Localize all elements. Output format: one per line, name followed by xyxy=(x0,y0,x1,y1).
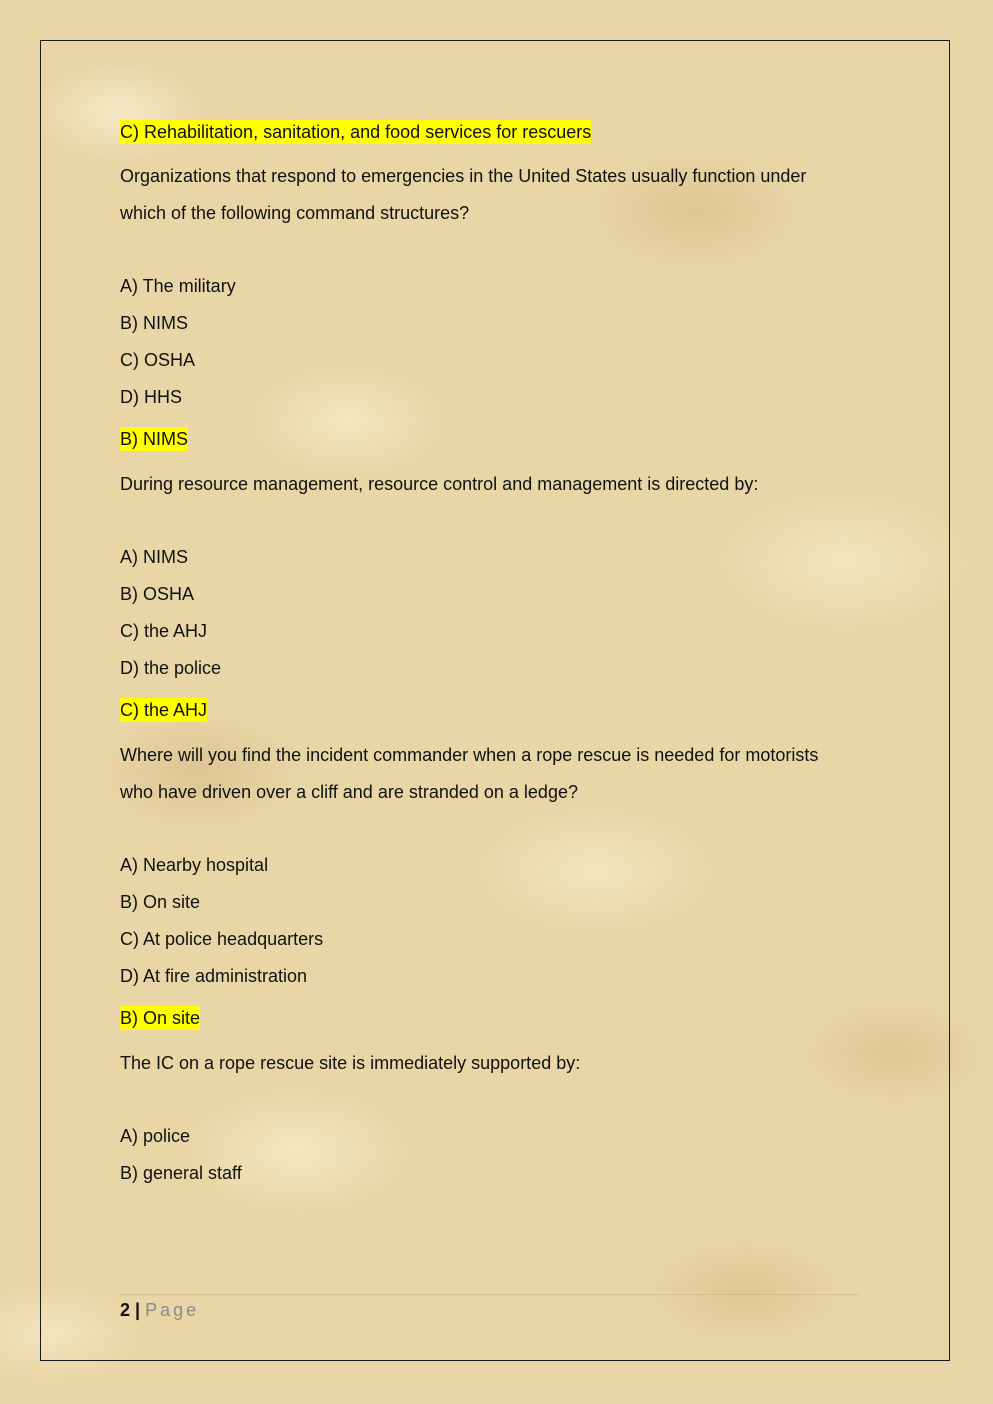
option-list xyxy=(120,268,880,416)
option-item: D) the police xyxy=(120,658,222,678)
answer-highlight: B) On site xyxy=(120,1008,201,1028)
page-content xyxy=(120,118,880,1192)
page-label: Page xyxy=(145,1300,200,1320)
option-list xyxy=(120,539,880,687)
answer-highlight: B) NIMS xyxy=(120,429,189,449)
option-item: B) On site xyxy=(120,892,201,912)
page-footer xyxy=(120,1294,860,1323)
question-line: Where will you find the incident commander when a rope rescue is needed for motorists xyxy=(120,745,819,765)
option-item: A) Nearby hospital xyxy=(120,855,269,875)
option-item: A) The military xyxy=(120,276,236,296)
question-line: The IC on a rope rescue site is immediately supported by: xyxy=(120,1053,581,1073)
footer-separator: | xyxy=(135,1300,141,1320)
option-item: D) HHS xyxy=(120,387,182,407)
question-line: Organizations that respond to emergencies in the United States usually function under xyxy=(120,166,807,186)
question-text xyxy=(120,466,880,503)
question-text xyxy=(120,1045,880,1082)
question-line: which of the following command structures? xyxy=(120,203,470,223)
question-text xyxy=(120,158,880,232)
answer-highlight: C) Rehabilitation, sanitation, and food services for rescuers xyxy=(120,122,592,142)
option-list xyxy=(120,847,880,995)
option-item: A) police xyxy=(120,1126,191,1146)
option-item: C) OSHA xyxy=(120,350,196,370)
answer-highlight: C) the AHJ xyxy=(120,700,208,720)
option-item: B) NIMS xyxy=(120,313,189,333)
page-number: 2 xyxy=(120,1300,131,1320)
question-text xyxy=(120,737,880,811)
option-item: A) NIMS xyxy=(120,547,189,567)
option-item: B) OSHA xyxy=(120,584,195,604)
option-item: B) general staff xyxy=(120,1163,242,1183)
question-line: who have driven over a cliff and are stranded on a ledge? xyxy=(120,782,578,802)
option-item: D) At fire administration xyxy=(120,966,308,986)
question-line: During resource management, resource control and management is directed by: xyxy=(120,474,759,494)
option-item: C) the AHJ xyxy=(120,621,208,641)
option-list xyxy=(120,1118,880,1192)
option-item: C) At police headquarters xyxy=(120,929,324,949)
